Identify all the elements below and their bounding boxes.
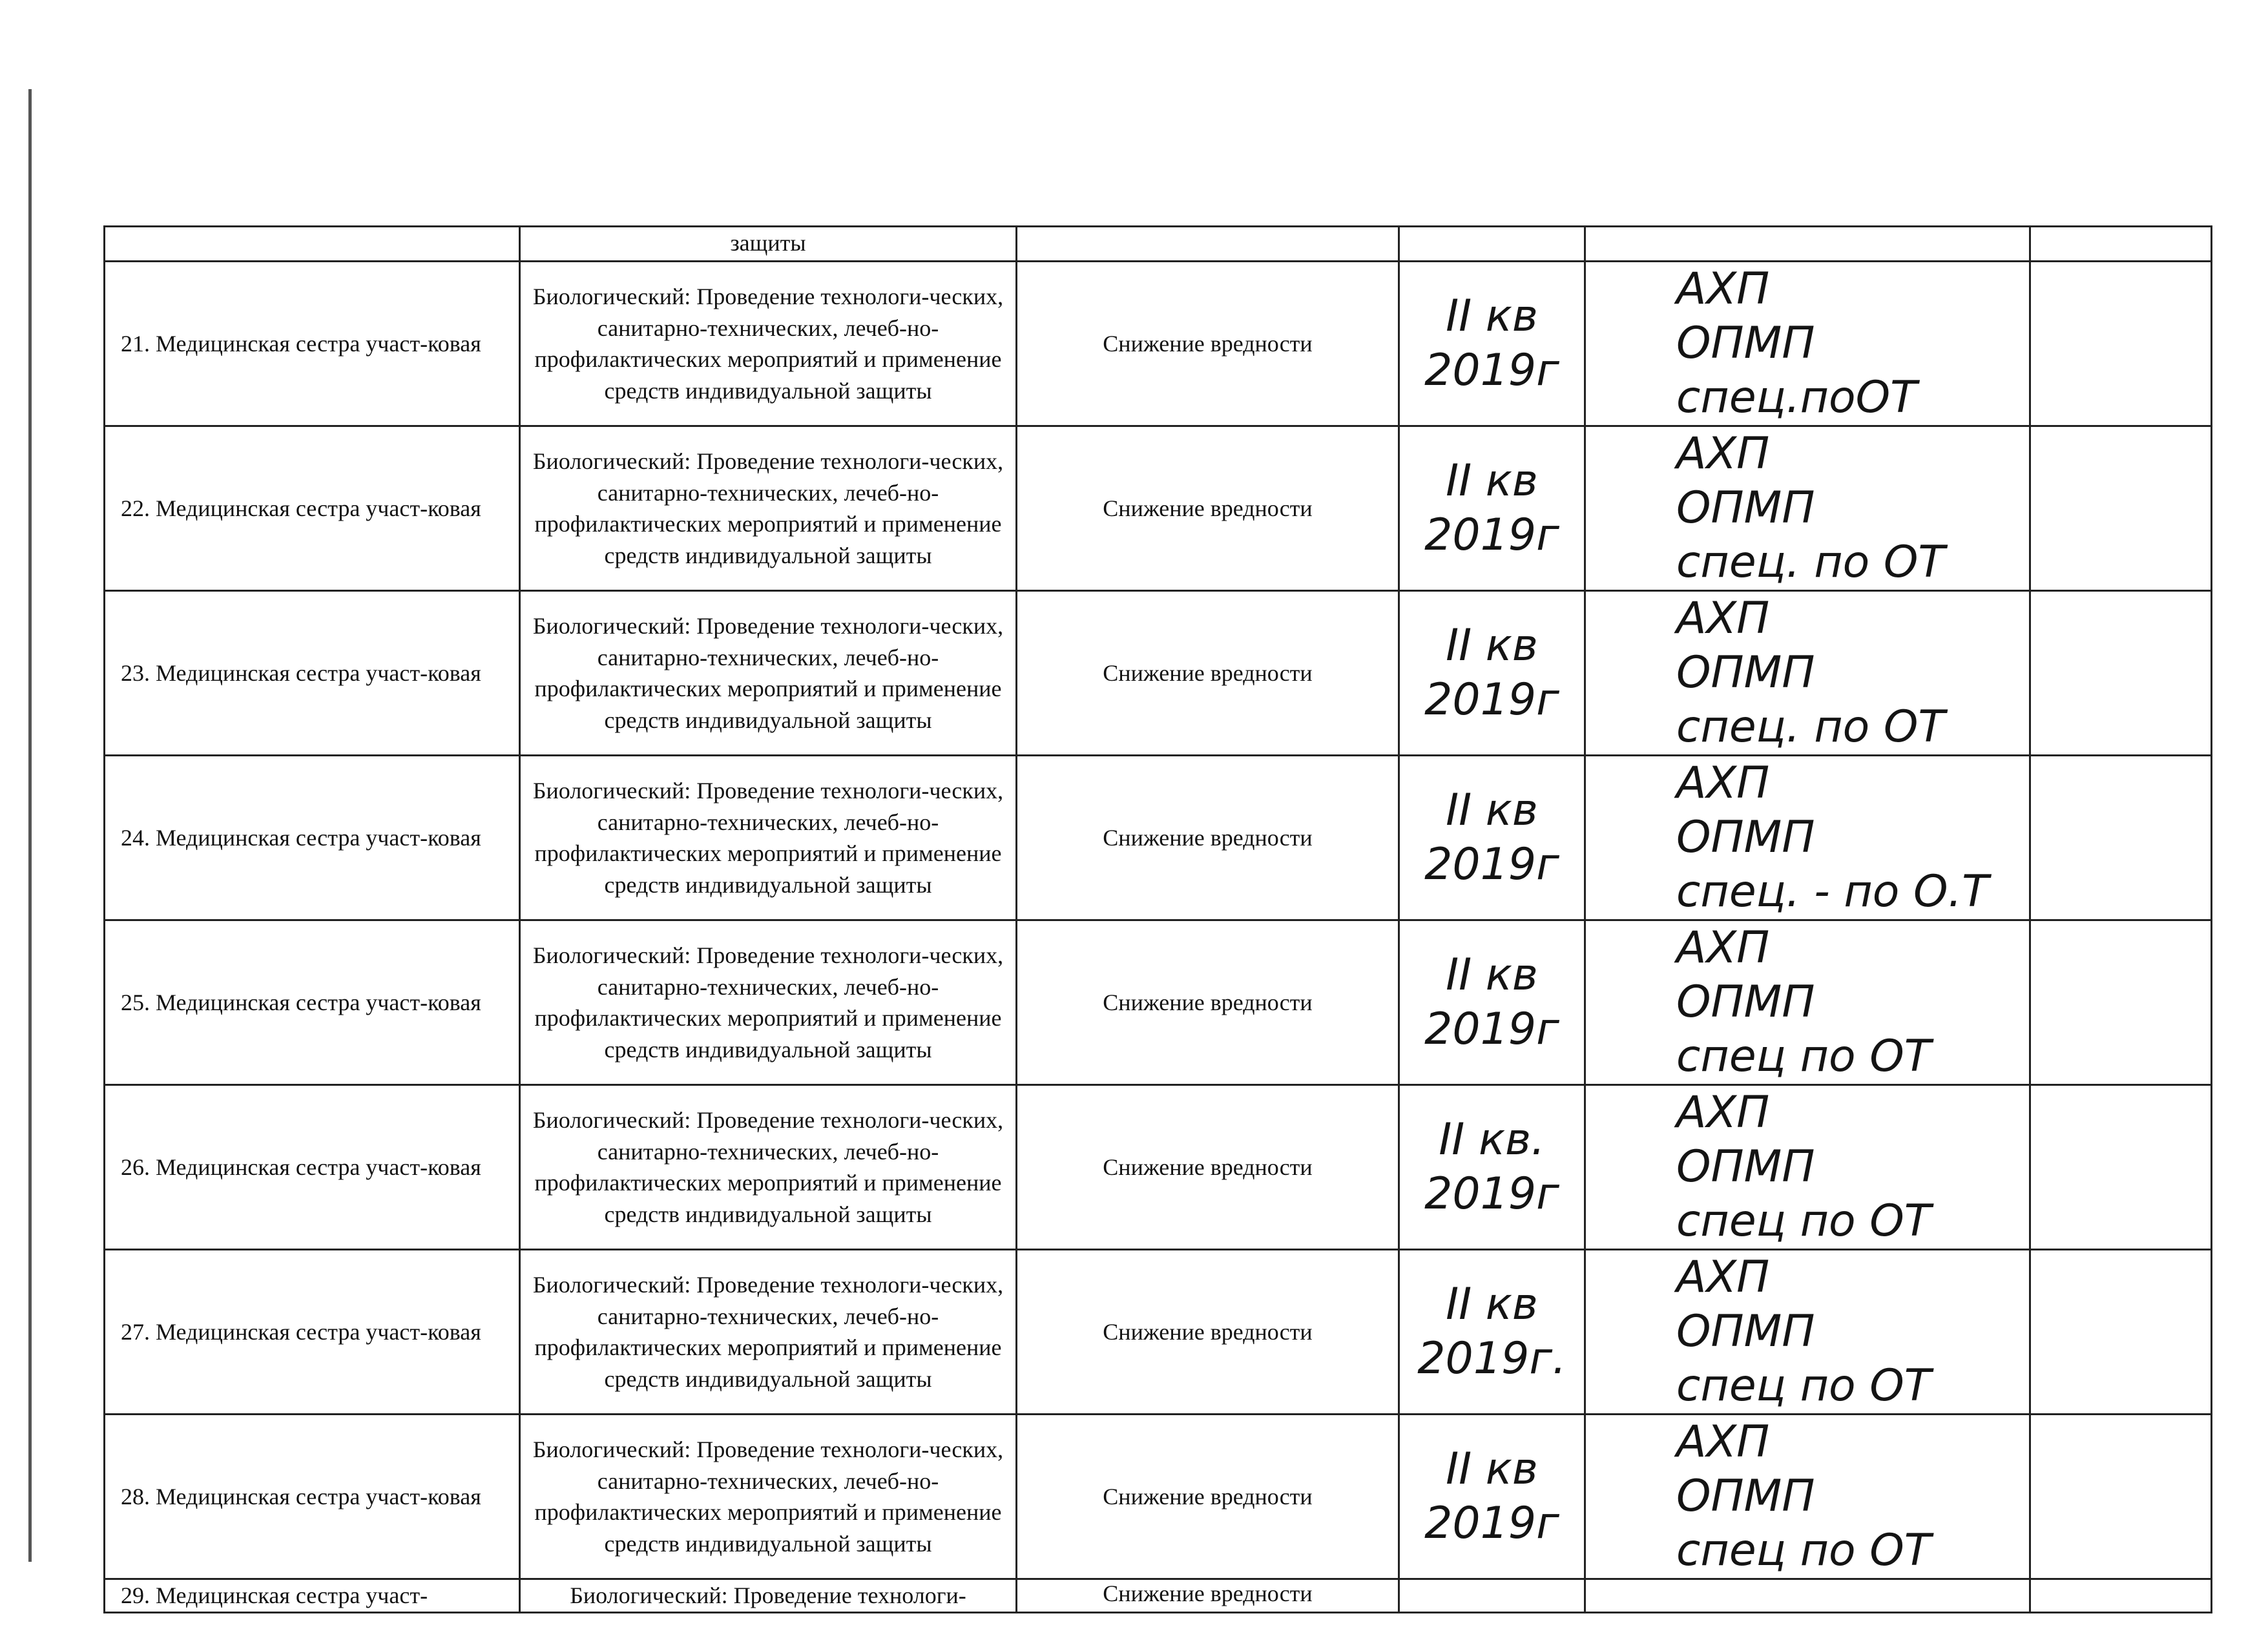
term-year: 2019г [1424,1498,1559,1549]
cell-term [1399,1085,1585,1250]
cell-position: 21. Медицинская сестра участ-ковая [105,262,520,426]
cell-note [2030,591,2212,756]
responsible-line: АХП [1676,1252,1770,1303]
cell-position: 23. Медицинская сестра участ-ковая [105,591,520,756]
term-year: 2019г [1424,839,1559,890]
responsible-line: спец. по ОТ [1676,701,1945,752]
cell-position: 24. Медицинская сестра участ-ковая [105,756,520,920]
responsible-line: ОПМП [1676,318,1815,369]
cell-term [1399,920,1585,1085]
cell-note [2030,756,2212,920]
cell-term [1399,1415,1585,1579]
cell-goal: Снижение вредности [1017,1250,1399,1415]
term-quarter: II кв [1446,455,1538,506]
cell-note [2030,920,2212,1085]
term-quarter: II кв. [1439,1114,1545,1165]
cell-note [2030,426,2212,591]
responsible-line: АХП [1676,922,1770,973]
responsible-line: спец по ОТ [1676,1360,1931,1411]
cell-responsible [1585,262,2030,426]
table-row [105,227,2212,262]
cell-position: 27. Медицинская сестра участ-ковая [105,1250,520,1415]
cell-goal: Снижение вредности [1017,591,1399,756]
table-row [105,591,2212,756]
table-row [105,1250,2212,1415]
responsible-line: ОПМП [1676,1471,1815,1522]
cell-term [1399,262,1585,426]
responsible-line: ОПМП [1676,812,1815,863]
cell-measure: Биологический: Проведение технологи-ческих, санитарно-технических, лечеб-но-профилактических мероприятий и применение средств индивидуальной защиты [520,1415,1017,1579]
cell-position [105,227,520,262]
table-row [105,426,2212,591]
term-year: 2019г [1424,674,1559,725]
cell-goal: Снижение вредности [1017,756,1399,920]
table-row [105,920,2212,1085]
cell-term [1399,227,1585,262]
term-quarter: II кв [1446,1444,1538,1495]
cell-responsible [1585,227,2030,262]
cell-note [2030,1415,2212,1579]
cell-position: 22. Медицинская сестра участ-ковая [105,426,520,591]
cell-goal: Снижение вредности [1017,426,1399,591]
cell-measure: Биологический: Проведение технологи-ческих, санитарно-технических, лечеб-но-профилактических мероприятий и применение средств индивидуальной защиты [520,262,1017,426]
responsible-line: ОПМП [1676,977,1815,1028]
term-year: 2019г [1424,510,1559,561]
cell-goal: Снижение вредности [1017,1579,1399,1613]
cell-term [1399,1250,1585,1415]
responsible-line: ОПМП [1676,647,1815,698]
term-year: 2019г [1424,1168,1559,1219]
table-row [105,756,2212,920]
cell-note [2030,1250,2212,1415]
cell-measure: Биологический: Проведение технологи- [520,1579,1017,1613]
cell-goal: Снижение вредности [1017,1085,1399,1250]
scan-page-edge [28,89,32,1562]
cell-responsible [1585,1085,2030,1250]
cell-position: 29. Медицинская сестра участ- [105,1579,520,1613]
cell-measure: Биологический: Проведение технологи-ческих, санитарно-технических, лечеб-но-профилактических мероприятий и применение средств индивидуальной защиты [520,1085,1017,1250]
responsible-line: спец по ОТ [1676,1031,1931,1082]
measures-table [103,225,2212,1613]
term-quarter: II кв [1446,1279,1538,1330]
responsible-line: АХП [1676,428,1770,479]
responsible-line: ОПМП [1676,482,1815,534]
table-row [105,262,2212,426]
cell-position: 28. Медицинская сестра участ-ковая [105,1415,520,1579]
cell-term [1399,426,1585,591]
responsible-line: АХП [1676,593,1770,644]
term-year: 2019г [1424,1004,1559,1055]
cell-note [2030,1579,2212,1613]
table-row [105,1579,2212,1613]
responsible-line: спец.поОТ [1676,372,1917,423]
responsible-line: АХП [1676,1416,1770,1468]
cell-goal: Снижение вредности [1017,1415,1399,1579]
term-quarter: II кв [1446,785,1538,836]
cell-responsible [1585,1415,2030,1579]
responsible-line: спец. по ОТ [1676,537,1945,588]
term-quarter: II кв [1446,620,1538,671]
cell-term [1399,756,1585,920]
table-row [105,1085,2212,1250]
cell-responsible [1585,426,2030,591]
cell-responsible [1585,756,2030,920]
cell-position: 26. Медицинская сестра участ-ковая [105,1085,520,1250]
responsible-line: ОПМП [1676,1141,1815,1192]
responsible-line: ОПМП [1676,1306,1815,1357]
responsible-line: спец по ОТ [1676,1525,1931,1576]
responsible-line: АХП [1676,758,1770,809]
cell-measure: Биологический: Проведение технологи-ческих, санитарно-технических, лечеб-но-профилактических мероприятий и применение средств индивидуальной защиты [520,426,1017,591]
responsible-line: АХП [1676,264,1770,315]
cell-goal: Снижение вредности [1017,262,1399,426]
cell-responsible [1585,591,2030,756]
cell-note [2030,227,2212,262]
cell-note [2030,1085,2212,1250]
cell-note [2030,262,2212,426]
cell-goal: Снижение вредности [1017,920,1399,1085]
cell-measure: Биологический: Проведение технологи-ческих, санитарно-технических, лечеб-но-профилактических мероприятий и применение средств индивидуальной защиты [520,591,1017,756]
responsible-line: спец. - по О.Т [1676,866,1989,917]
cell-responsible [1585,1579,2030,1613]
cell-goal [1017,227,1399,262]
cell-measure: Биологический: Проведение технологи-ческих, санитарно-технических, лечеб-но-профилактических мероприятий и применение средств индивидуальной защиты [520,1250,1017,1415]
cell-measure: Биологический: Проведение технологи-ческих, санитарно-технических, лечеб-но-профилактических мероприятий и применение средств индивидуальной защиты [520,756,1017,920]
cell-measure: защиты [520,227,1017,262]
term-quarter: II кв [1446,949,1538,1001]
cell-measure: Биологический: Проведение технологи-ческих, санитарно-технических, лечеб-но-профилактических мероприятий и применение средств индивидуальной защиты [520,920,1017,1085]
cell-position: 25. Медицинская сестра участ-ковая [105,920,520,1085]
cell-term [1399,1579,1585,1613]
cell-term [1399,591,1585,756]
cell-responsible [1585,1250,2030,1415]
term-year: 2019г. [1417,1333,1566,1384]
table-row [105,1415,2212,1579]
term-quarter: II кв [1446,291,1538,342]
responsible-line: АХП [1676,1087,1770,1138]
responsible-line: спец по ОТ [1676,1196,1931,1247]
term-year: 2019г [1424,345,1559,396]
cell-responsible [1585,920,2030,1085]
